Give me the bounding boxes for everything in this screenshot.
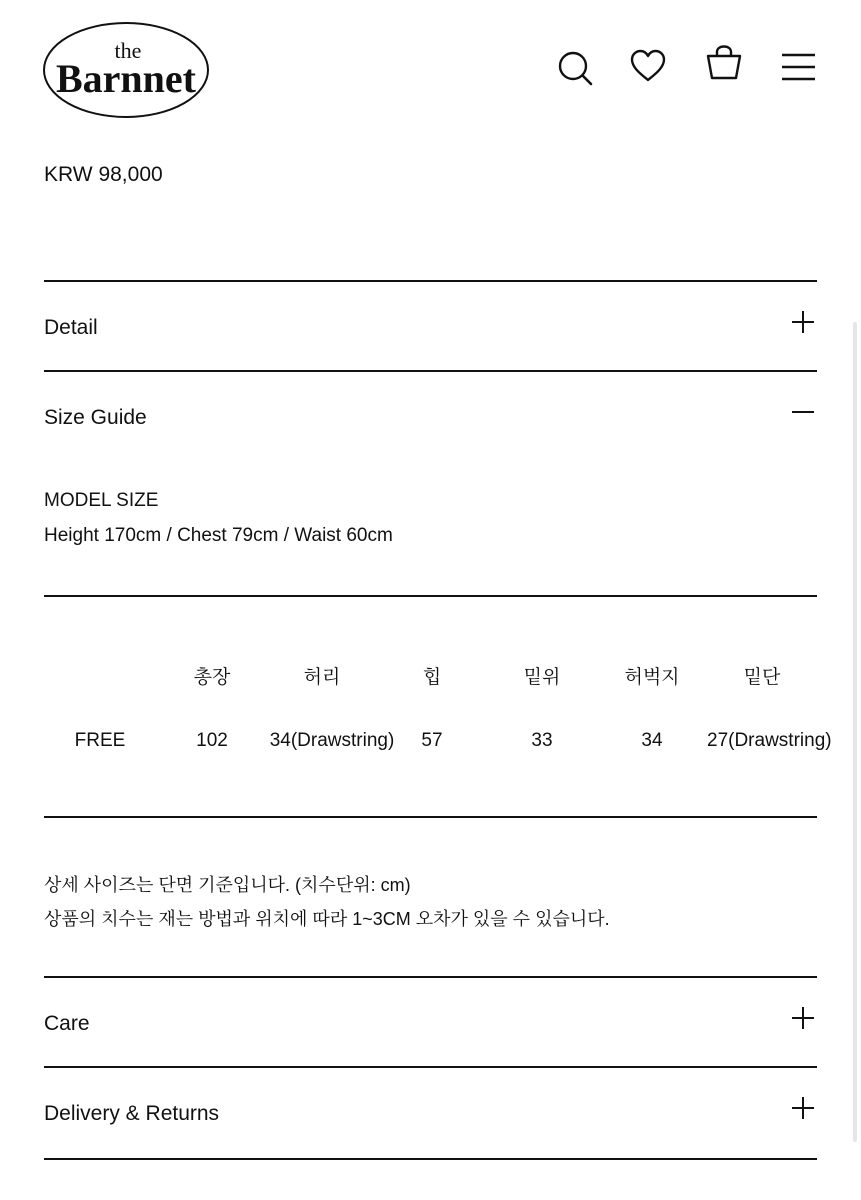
- menu-icon[interactable]: [776, 45, 820, 89]
- header-waist: 허리: [303, 667, 341, 688]
- header-rise: 밑위: [523, 667, 561, 688]
- brand-logo[interactable]: [42, 20, 212, 120]
- accordion-detail[interactable]: [44, 280, 817, 372]
- value-hip: 57: [421, 730, 443, 751]
- collapse-minus-icon[interactable]: [791, 401, 815, 425]
- header-hip: 힙: [422, 667, 442, 688]
- size-note-1: 상세 사이즈는 단면 기준입니다. (치수단위: cm): [44, 875, 411, 895]
- header-hem: 밑단: [743, 667, 781, 688]
- size-free-label: FREE: [74, 730, 126, 751]
- search-icon[interactable]: [553, 46, 597, 90]
- bag-icon[interactable]: [702, 42, 746, 86]
- expand-plus-icon[interactable]: [791, 1097, 815, 1121]
- delivery-title[interactable]: Delivery & Returns: [44, 1102, 220, 1125]
- site-header: [0, 0, 861, 140]
- scrollbar[interactable]: [853, 322, 857, 1142]
- accordion-delivery-returns[interactable]: [44, 1066, 817, 1160]
- care-title[interactable]: Care: [44, 1012, 90, 1035]
- expand-plus-icon[interactable]: [791, 1007, 815, 1031]
- size-guide-title[interactable]: Size Guide: [44, 406, 147, 429]
- header-thigh: 허벅지: [624, 667, 680, 688]
- model-size-label: MODEL SIZE: [44, 490, 159, 511]
- detail-title[interactable]: Detail: [44, 316, 98, 339]
- value-total-length: 102: [196, 730, 228, 751]
- value-waist: 34(Drawstring): [269, 730, 395, 751]
- expand-plus-icon[interactable]: [791, 311, 815, 335]
- accordion-care[interactable]: [44, 976, 817, 1068]
- value-thigh: 34: [641, 730, 663, 751]
- size-note-2: 상품의 치수는 재는 방법과 위치에 따라 1~3CM 오차가 있을 수 있습니다.: [44, 909, 610, 929]
- logo-main-text: Barnnet: [56, 56, 196, 101]
- product-price: KRW 98,000: [44, 163, 163, 186]
- divider: [44, 595, 817, 597]
- header-total-length: 총장: [193, 667, 231, 688]
- size-table: [44, 640, 832, 790]
- divider: [44, 816, 817, 818]
- value-rise: 33: [531, 730, 553, 751]
- model-size-value: Height 170cm / Chest 79cm / Waist 60cm: [44, 525, 393, 546]
- accordion-size-guide[interactable]: [44, 370, 817, 462]
- heart-icon[interactable]: [626, 44, 670, 88]
- logo-top-text: the: [114, 38, 142, 63]
- value-hem: 27(Drawstring): [707, 730, 832, 751]
